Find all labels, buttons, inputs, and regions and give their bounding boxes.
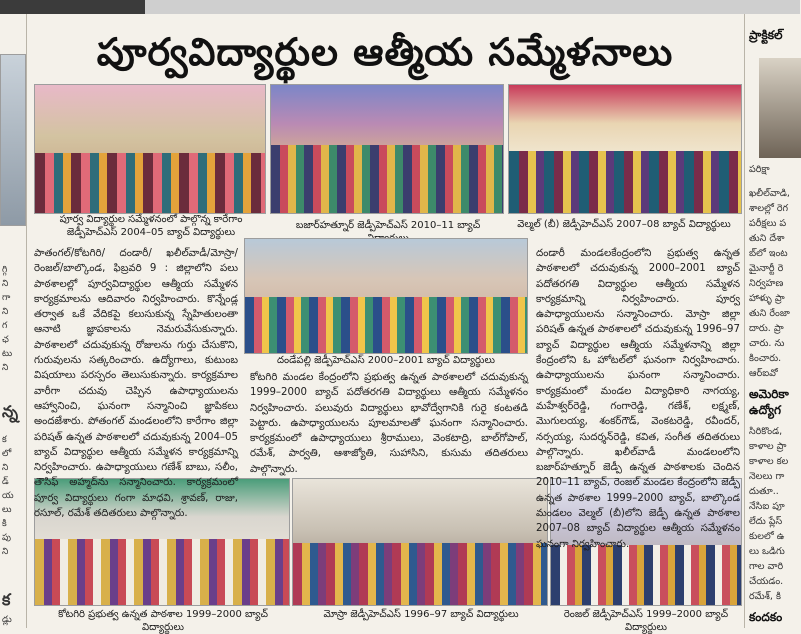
left-fragment: డ్లు [2, 615, 12, 625]
right-column-line: హాళ్ళు ప్రా [749, 293, 785, 304]
right-column-heading: ప్రాక్టికల్ [749, 28, 783, 42]
left-adjacent-column [0, 14, 27, 628]
left-fragment: ని [2, 463, 9, 473]
photo-mosra-batch [292, 478, 548, 606]
left-fragment: న్న [2, 402, 18, 421]
right-column-line: శాలల్లో రెగ [749, 203, 789, 214]
right-column-line: కులలో ఉ [749, 531, 785, 542]
article-body-middle [250, 370, 528, 475]
right-column-line: ఖలీల్‌వాడి, [749, 188, 790, 199]
left-fragment: లో [2, 449, 12, 459]
left-fragment: ని [2, 363, 9, 373]
left-fragment: గ్గి [2, 265, 8, 275]
left-fragment: య [2, 491, 14, 501]
right-adjacent-column [744, 14, 801, 628]
left-fragment: ని [2, 547, 9, 557]
left-fragment: ఛ [2, 335, 9, 345]
photo-dandepalli-batch [244, 238, 528, 354]
photo-caption: బజార్‌హత్నూర్ జెడ్పీహెచ్ఎస్ 2010–11 బ్యాచ్ [295, 220, 481, 231]
right-column-photo [759, 58, 801, 158]
left-fragment: క [2, 590, 11, 609]
top-bar-dark-segment [0, 0, 145, 14]
photo-bazarhatnoor-batch [270, 84, 504, 214]
left-fragment: డ్ [2, 477, 9, 487]
right-column-line: దారు. ప్రా [749, 323, 784, 334]
right-column-line: చేయడం. [749, 576, 784, 587]
headline: పూర్వవిద్యార్థుల ఆత్మీయ సమ్మేళనాలు [96, 29, 674, 74]
photo-caption: మోస్రా జెడ్పీహెచ్ఎస్ 1996–97 బ్యాచ్ విద్యార్థులు [323, 609, 519, 620]
right-column-line: నేసిఐ పూ [749, 501, 785, 512]
photo-caption: వెల్మల్ (బీ) జెడ్పీహెచ్ఎస్ 2007–08 బ్యాచ్ విద్యార్థులు [517, 219, 731, 230]
right-column-line: కించారు. [749, 353, 782, 364]
left-photo-fragment [0, 54, 26, 226]
right-column-line: తుని రేంజా [749, 308, 790, 319]
right-column-line: గాల వారి [749, 561, 784, 572]
right-column-photo-caption: పరిక్షా [749, 164, 770, 175]
article-paragraph: కోటగిరి మండల కేంద్రంలోని ప్రభుత్వ ఉన్నత పాఠశాలలో చదువుకున్న 1999–2000 బ్యాచ్ పదోతరగతి విద్యార్థులు ఆత్మీయ సమ్మేళనం నిర్వహించారు. పలువురు విద్యార్థులు భావోద్వేగానికి గురై కంటతడి పెట్టారు. ఉపాధ్యాయులను పూలమాలతో ఘనంగా సన్మానించారు. కార్యక్రమంలో ఉపాధ్యాయులు శ్రీరాములు, వెంకటాద్రి, బాల్‌గోపాల్, రమేశ్, పార్వతి, ఆశాజ్యోతి, సుహాసిని, కుసుమ తదితరులు పాల్గొన్నారు. [250, 372, 528, 475]
article [28, 14, 742, 633]
right-column-heading: అమెరికా ఉద్యోగ [749, 387, 789, 417]
right-column-line: లు ఒడిగు [749, 546, 785, 557]
left-fragment: ని [2, 279, 9, 289]
right-column-line: కాళాల ప్రా [749, 441, 787, 452]
right-column-line: దుతూ.. [749, 486, 779, 497]
left-fragment: లు [2, 505, 12, 515]
left-fragment: క [2, 435, 7, 445]
photo-caption: రెంజల్ జెడ్పీహెచ్ఎస్ 1999–2000 బ్యాచ్ విద్యార్థులు [563, 609, 729, 633]
right-column-line: సిరికొండ, [749, 426, 783, 437]
left-fragment: టు [2, 349, 13, 359]
article-body-left [34, 246, 238, 520]
right-column-line: మైనార్టీ రె [749, 263, 784, 274]
article-paragraph: పాతంగల్/కోటగిరి/ దండారీ/ ఖలీల్‌వాడీ/మోస్రా/ రెంజల్/బాల్కొండ, ఫిబ్రవరి 9 : జిల్లాలోని పలు పాఠశాలల్లో పూర్వవిద్యార్థుల ఆత్మీయ సమ్మేళన కార్యక్రమాలను ఆదివారం నిర్వహించారు. కొన్నేండ్ల తర్వాత ఒకే వేదికపై కలుసుకున్న స్నేహితులంతా ఆనాటి జ్ఞాపకాలను నెమరువేసుకున్నారు. పాఠశాలలో చదువుకున్న రోజులను గుర్తు చేసుకొని, గురువులను సత్కరించారు. ఉద్యోగాలు, కుటుంబ విషయాలు పరస్పరం తెలుసుకున్నారు. కార్యక్రమాల వారీగా చదువు చెప్పిన ఉపాధ్యాయులను ఆహ్వానించి, ఘనంగా సన్మానించి జ్ఞాపికలు అందజేశారు. పోతంగల్ మండలంలోని కారేగాం జిల్లా పరిషత్ ఉన్నత పాఠశాలలో చదువుకున్న 2004–05 బ్యాచ్ విద్యార్థుల ఆత్మీయ సమ్మేళన కార్యక్రమాన్ని నిర్వహించారు. ఉపాధ్యాయులు గణేశ్ బాబు, సలీం, తౌసిఫ్ అహ్మద్‌ను సన్మానించారు. కార్యక్రమంలో పూర్వ విద్యార్థులు గంగా మాధవి, శ్రావణ్, రాజు, రసూల్, రమేశ్ తదితరులు పాల్గొన్నారు. [34, 248, 238, 520]
left-fragment: ని [2, 307, 9, 317]
right-column-line: పరీక్షలు ప [749, 218, 787, 229]
photo-caption: కోటగిరి ప్రభుత్వ ఉన్నత పాఠశాల 1999–2000 బ్యాచ్ విద్యార్థులు [58, 609, 268, 633]
article-paragraph: దండారీ మండలకేంద్రంలోని ప్రభుత్వ ఉన్నత పాఠశాలలో చదువుకున్న 2000–2001 బ్యాచ్ పదోతరగతి విద్యార్థుల ఆత్మీయ సమ్మేళన కార్యక్రమాన్ని నిర్వహించారు. పూర్వ ఉపాధ్యాయులను సన్మానించారు. మోస్రా జిల్లా పరిషత్ ఉన్నత పాఠశాలలో చదువుకున్న 1996–97 బ్యాచ్ విద్యార్థుల ఆత్మీయ సమ్మేళనాన్ని జిల్లా కేంద్రంలోని ఓ హోటల్‌లో ఘనంగా నిర్వహించారు. ఉపాధ్యాయులను ఘనంగా సన్మానించారు. కార్యక్రమంలో మండల విద్యాధికారి నాగయ్య, మహేశ్వర్‌రెడ్డి, గంగారెడ్డి, గణేశ్, లక్ష్మణ్, మొగులయ్య, శంకర్‌గౌడ్, వెంకటరెడ్డి, రవీందర్, నర్సయ్య, సుదర్శన్‌రెడ్డి, కవిత, సంగీత తదితరులు పాల్గొన్నారు. ఖలీల్‌వాడీ మండలంలోని బజార్‌హత్నూర్ జెడ్పీ ఉన్నత పాఠశాలకు చెందిన 2010–11 బ్యాచ్, రెంజల్ మండల కేంద్రంలోని జెడ్పీ ఉన్నత పాఠశాల 1999–2000 బ్యాచ్, బాల్కొండ మండలం వెల్మల్ (బీ)లోని జెడ్పీ ఉన్నత పాఠశాల 2007–08 బ్యాచ్ విద్యార్థుల ఆత్మీయ సమ్మేళనం ఘనంగా నిర్వహించారు. [536, 248, 740, 550]
top-bar [0, 0, 800, 14]
right-column-line: బ్‌లో ఇంట [749, 248, 788, 259]
right-column-line: లేదు ప్లేస్ [749, 516, 783, 527]
right-column-line: రమేశ్, కి [749, 591, 781, 602]
left-fragment: కి [2, 519, 7, 529]
right-column-line: ఆర్‌ఐవో [749, 368, 778, 379]
article-body-right [536, 246, 740, 550]
right-column-line: తుని దేశా [749, 233, 785, 244]
left-fragment: గ [2, 321, 8, 331]
right-column-line: చారు. ను [749, 338, 785, 349]
right-column-line: నెలలు గా [749, 471, 785, 482]
photo-caption: పూర్వ విద్యార్థుల సమ్మేళనంలో పాల్గొన్న కారేగాం జెడ్పీహెచ్ఎస్ 2004–05 బ్యాచ్ విద్యార్థులు [59, 214, 243, 238]
photo-karegaon-batch [34, 84, 266, 214]
right-column-line: నిర్వహణ [749, 278, 784, 289]
left-fragment: గా [2, 293, 11, 303]
right-column-heading: కందకం [749, 610, 783, 624]
right-column-line: కాళాల కల [749, 456, 789, 467]
photo-caption: దండేపల్లి జెడ్పీహెచ్ఎస్ 2000–2001 బ్యాచ్ విద్యార్థులు [276, 355, 495, 366]
photo-velmal-batch [508, 84, 742, 214]
left-fragment: పు [2, 533, 11, 543]
